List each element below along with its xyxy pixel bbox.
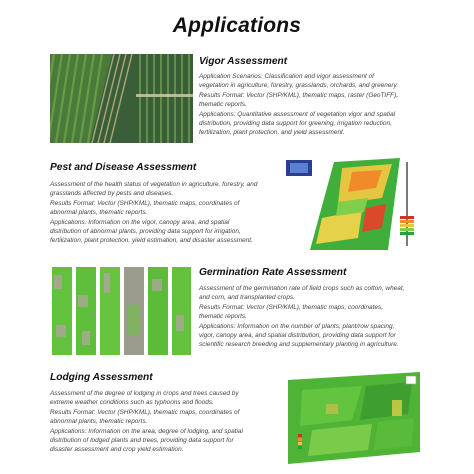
body-line: distribution, providing data support for greening, irrigation reduction, — [199, 120, 392, 128]
section-title-germination: Germination Rate Assessment — [199, 267, 347, 278]
section-title-pest: Pest and Disease Assessment — [50, 162, 197, 173]
body-line: abnormal plants, thematic reports. — [50, 418, 148, 426]
body-line: disaster assessment and crop yield estimation. — [50, 446, 184, 454]
body-line: fertilization, plant protection, and yield assessment. — [199, 129, 345, 137]
page-title: Applications — [172, 14, 302, 37]
body-line: vegetation in agriculture, forestry, grasslands, orchards, and greenery. — [199, 82, 399, 90]
body-line: scientific research breeding and supplementary planting in agriculture. — [199, 341, 399, 349]
vigor-aerial-image — [50, 54, 193, 143]
body-line: Applications: Information on the vigor, canopy area, and spatial — [50, 218, 230, 226]
body-line: abnormal plants, thematic reports. — [50, 209, 148, 217]
body-line: Applications: Information on the number of plants, plant/row spacing, — [199, 322, 395, 330]
body-line: Assessment of the degree of lodging in crops and trees caused by — [50, 390, 239, 397]
body-line: Applications: Quantitative assessment of vegetation vigor and spatial — [199, 110, 396, 118]
section-title-vigor: Vigor Assessment — [199, 56, 288, 67]
body-line: vigor, canopy area, and spatial distribution, providing data support for — [199, 332, 396, 340]
section-body-vigor — [199, 72, 398, 138]
section-title-lodging: Lodging Assessment — [50, 372, 153, 383]
body-line: Results Format: Vector (SHP/KML), thematic maps, coordinates, — [199, 303, 384, 311]
body-line: extreme weather conditions such as typhoons and floods. — [50, 399, 214, 407]
body-line: Application Scenarios: Classification and vigor assessment of — [199, 73, 374, 80]
section-body-pest — [50, 180, 257, 246]
body-line: fertilization, plant protection, yield estimation, and disaster assessment. — [50, 237, 253, 245]
body-line: Results Format: Vector (SHP/KML), thematic maps, raster (GeoTIFF), — [199, 91, 399, 99]
section-body-lodging — [50, 389, 243, 455]
body-line: Results Format: Vector (SHP/KML), thematic maps, coordinates of — [50, 408, 240, 416]
body-line: Applications: Information on the area, degree of lodging, and spatial — [50, 427, 243, 435]
body-line: Assessment of the germination rate of field crops such as cotton, wheat, — [199, 285, 405, 292]
body-line: distribution of lodged plants and trees, providing data support for — [50, 437, 234, 445]
body-line: thematic reports. — [199, 101, 247, 109]
body-line: distribution of abnormal plants, providing data support for irrigation, — [50, 228, 241, 236]
body-line: Assessment of the health status of vegetation in agriculture, forestry, and — [50, 181, 258, 188]
body-line: and corn, and transplanted crops. — [199, 294, 295, 302]
germination-strips-image — [50, 265, 193, 357]
body-line: grasslands affected by pests and diseases. — [50, 190, 174, 198]
body-line: thematic reports. — [199, 313, 247, 321]
section-body-germination — [199, 284, 404, 350]
pest-heatmap-image — [282, 158, 426, 250]
lodging-map-image — [282, 370, 426, 466]
body-line: Results Format: Vector (SHP/KML), thematic maps, coordinates of — [50, 199, 240, 207]
